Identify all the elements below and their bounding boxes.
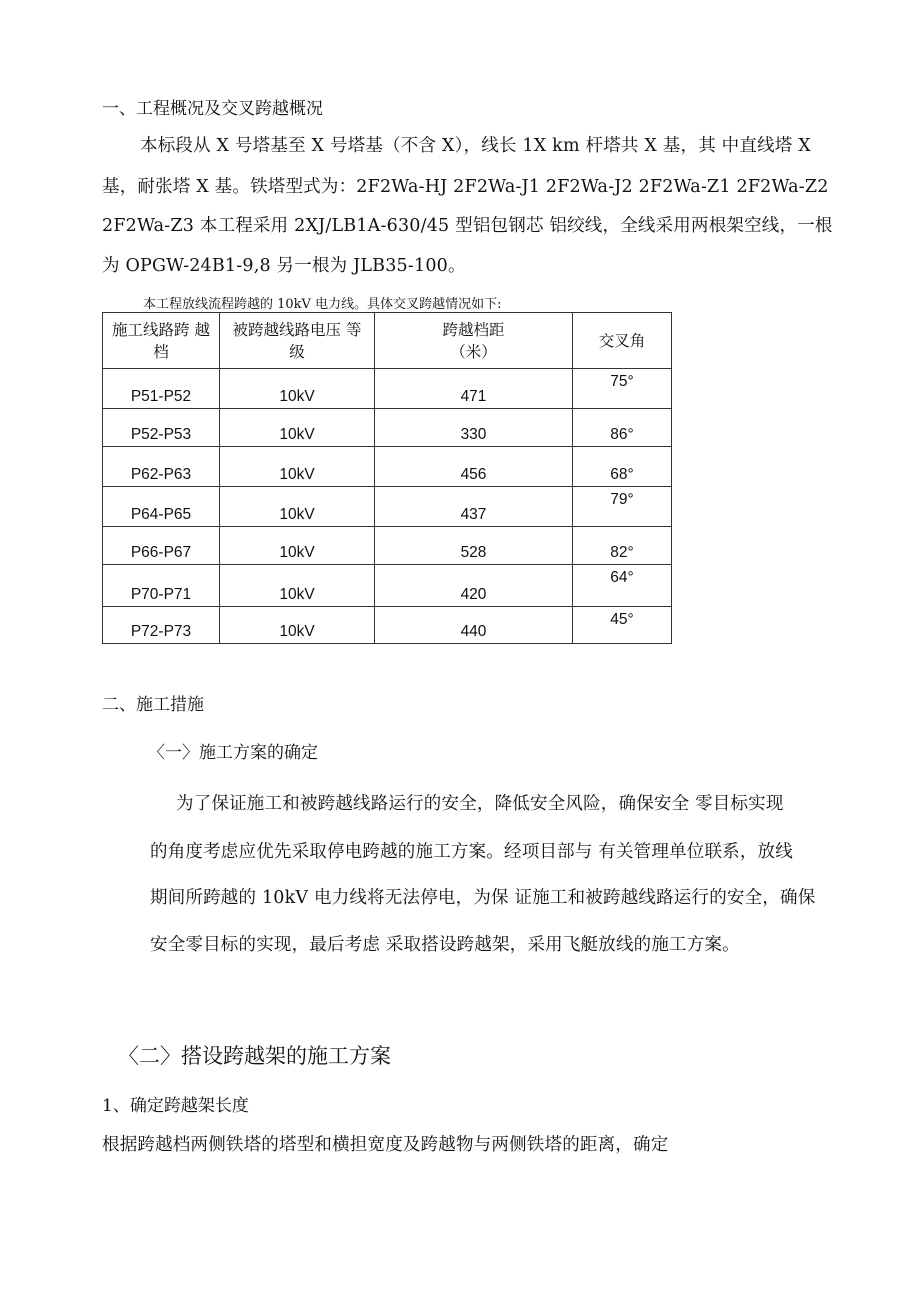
cell-voltage: 10kV	[220, 447, 375, 487]
paragraph-line: 安全零目标的实现，最后考虑 采取搭设跨越架，采用飞艇放线的施工方案。	[150, 935, 740, 955]
cell-distance: 440	[375, 607, 573, 644]
header-angle: 交叉角	[573, 313, 672, 369]
table-row	[103, 369, 672, 409]
section2-heading: 二、施工措施	[102, 695, 204, 715]
cell-voltage: 10kV	[220, 487, 375, 527]
table-row	[103, 607, 672, 644]
cell-span: P64-P65	[103, 487, 220, 527]
section1-heading: 一、工程概况及交叉跨越概况	[102, 99, 323, 119]
cell-span: P52-P53	[103, 409, 220, 447]
header-voltage-line2: 级	[289, 342, 305, 361]
cell-angle: 64°	[573, 565, 672, 607]
table-header-row	[103, 313, 672, 369]
cell-angle: 75°	[573, 369, 672, 409]
subsection2-heading: 〈二〉搭设跨越架的施工方案	[118, 1044, 391, 1068]
cell-span: P51-P52	[103, 369, 220, 409]
paragraph-line: 为了保证施工和被跨越线路运行的安全，降低安全风险，确保安全 零目标实现	[176, 794, 784, 814]
header-voltage-line1: 被跨越线路电压 等	[232, 320, 362, 339]
cell-span: P66-P67	[103, 527, 220, 565]
paragraph-line: 根据跨越档两侧铁塔的塔型和横担宽度及跨越物与两侧铁塔的距离，确定	[102, 1135, 669, 1155]
cell-angle: 79°	[573, 487, 672, 527]
cell-distance: 528	[375, 527, 573, 565]
cell-angle: 82°	[573, 527, 672, 565]
cell-angle: 68°	[573, 447, 672, 487]
cell-voltage: 10kV	[220, 565, 375, 607]
cell-span: P70-P71	[103, 565, 220, 607]
paragraph-line: 本标段从 X 号塔基至 X 号塔基（不含 X），线长 1X km 杆塔共 X 基，其 中直线塔 X	[140, 136, 811, 156]
cell-voltage: 10kV	[220, 369, 375, 409]
table-row	[103, 565, 672, 607]
table-row	[103, 527, 672, 565]
cell-voltage: 10kV	[220, 409, 375, 447]
cell-distance: 471	[375, 369, 573, 409]
table-caption: 本工程放线流程跨越的 10kV 电力线。具体交叉跨越情况如下:	[143, 297, 502, 312]
table-row	[103, 487, 672, 527]
header-distance-line2: （米）	[450, 342, 497, 361]
crossing-table	[102, 312, 672, 644]
cell-angle: 45°	[573, 607, 672, 644]
paragraph-line: 为 OPGW-24B1-9,8 另一根为 JLB35-100。	[102, 256, 466, 276]
header-span-line2: 档	[153, 342, 169, 361]
cell-voltage: 10kV	[220, 607, 375, 644]
table-row	[103, 447, 672, 487]
cell-distance: 330	[375, 409, 573, 447]
header-distance-line1: 跨越档距	[442, 320, 505, 339]
paragraph-line: 基，耐张塔 X 基。铁塔型式为：2F2Wa-HJ 2F2Wa-J1 2F2Wa-J2 2F2Wa-Z1 2F2Wa-Z2	[102, 177, 829, 197]
cell-distance: 437	[375, 487, 573, 527]
cell-angle: 86°	[573, 409, 672, 447]
cell-distance: 456	[375, 447, 573, 487]
header-voltage	[220, 313, 375, 369]
cell-span: P62-P63	[103, 447, 220, 487]
paragraph-line: 的角度考虑应优先采取停电跨越的施工方案。经项目部与 有关管理单位联系，放线	[150, 842, 793, 862]
cell-voltage: 10kV	[220, 527, 375, 565]
cell-distance: 420	[375, 565, 573, 607]
header-span	[103, 313, 220, 369]
subsection1-heading: 〈一〉施工方案的确定	[148, 743, 318, 763]
header-distance	[375, 313, 573, 369]
item1-heading: 1、确定跨越架长度	[102, 1096, 249, 1116]
paragraph-line: 2F2Wa-Z3 本工程采用 2XJ/LB1A-630/45 型铝包钢芯 铝绞线，全线采用两根架空线，一根	[102, 216, 833, 236]
table-row	[103, 409, 672, 447]
cell-span: P72-P73	[103, 607, 220, 644]
header-span-line1: 施工线路跨 越	[112, 320, 210, 339]
paragraph-line: 期间所跨越的 10kV 电力线将无法停电，为保 证施工和被跨越线路运行的安全，确保	[150, 888, 816, 908]
